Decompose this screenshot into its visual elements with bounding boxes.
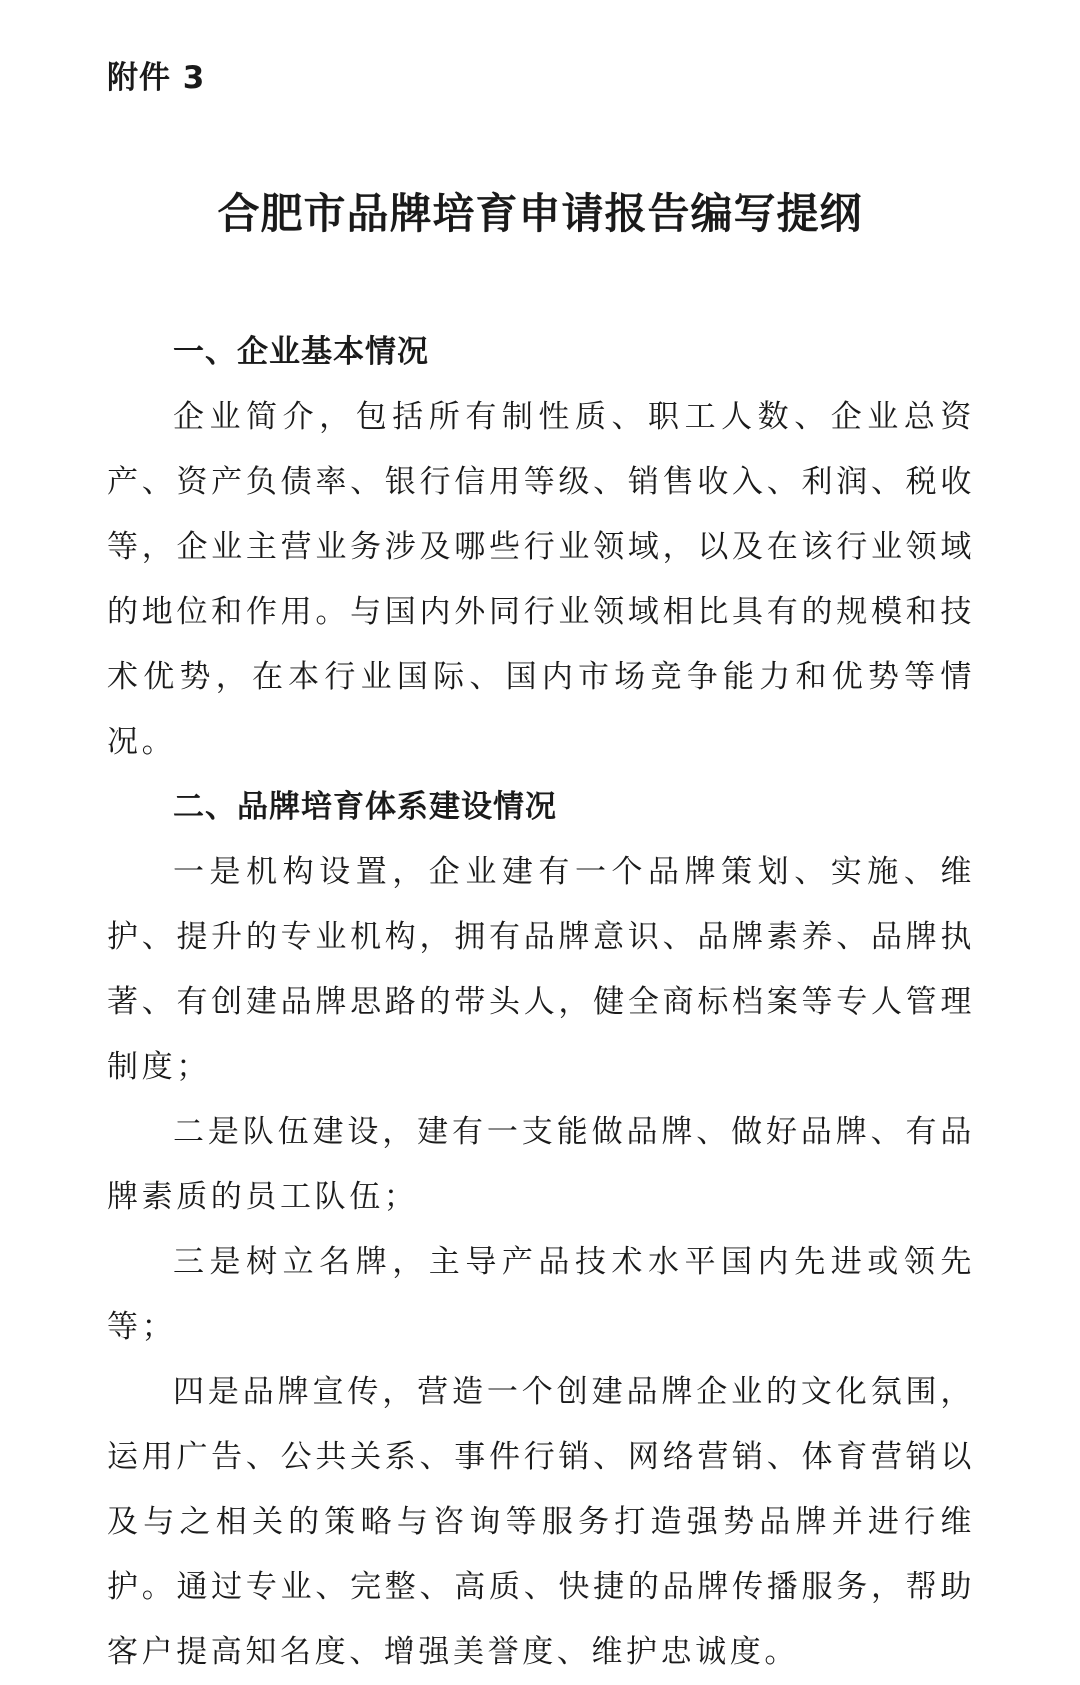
paragraph-company-profile: 企业简介，包括所有制性质、职工人数、企业总资产、资产负债率、银行信用等级、销售收入、利润、税收等，企业主营业务涉及哪些行业领域，以及在该行业领域的地位和作用。与国内外同行业领域相比具有的规模和技术优势，在本行业国际、国内市场竞争能力和优势等情况。: [107, 399, 975, 760]
paragraph-organization: 一是机构设置，企业建有一个品牌策划、实施、维护、提升的专业机构，拥有品牌意识、品牌素养、品牌执著、有创建品牌思路的带头人，健全商标档案等专人管理制度；: [107, 854, 975, 1085]
section-heading-brand-system: 二、品牌培育体系建设情况: [173, 789, 557, 825]
paragraph-brand-promotion: 四是品牌宣传，营造一个创建品牌企业的文化氛围，运用广告、公共关系、事件行销、网络营销、体育营销以及与之相关的策略与咨询等服务打造强势品牌并进行维护。通过专业、完整、高质、快捷的品牌传播服务，帮助客户提高知名度、增强美誉度、维护忠诚度。: [107, 1374, 975, 1670]
document-body: [107, 320, 975, 1685]
document-title: 合肥市品牌培育申请报告编写提纲: [217, 189, 863, 238]
paragraph-flagship-brand: 三是树立名牌，主导产品技术水平国内先进或领先等；: [107, 1244, 975, 1345]
attachment-label: 附件 3: [107, 60, 206, 96]
section-heading-basic-info: 一、企业基本情况: [173, 334, 429, 370]
paragraph-team: 二是队伍建设，建有一支能做品牌、做好品牌、有品牌素质的员工队伍；: [107, 1114, 975, 1215]
